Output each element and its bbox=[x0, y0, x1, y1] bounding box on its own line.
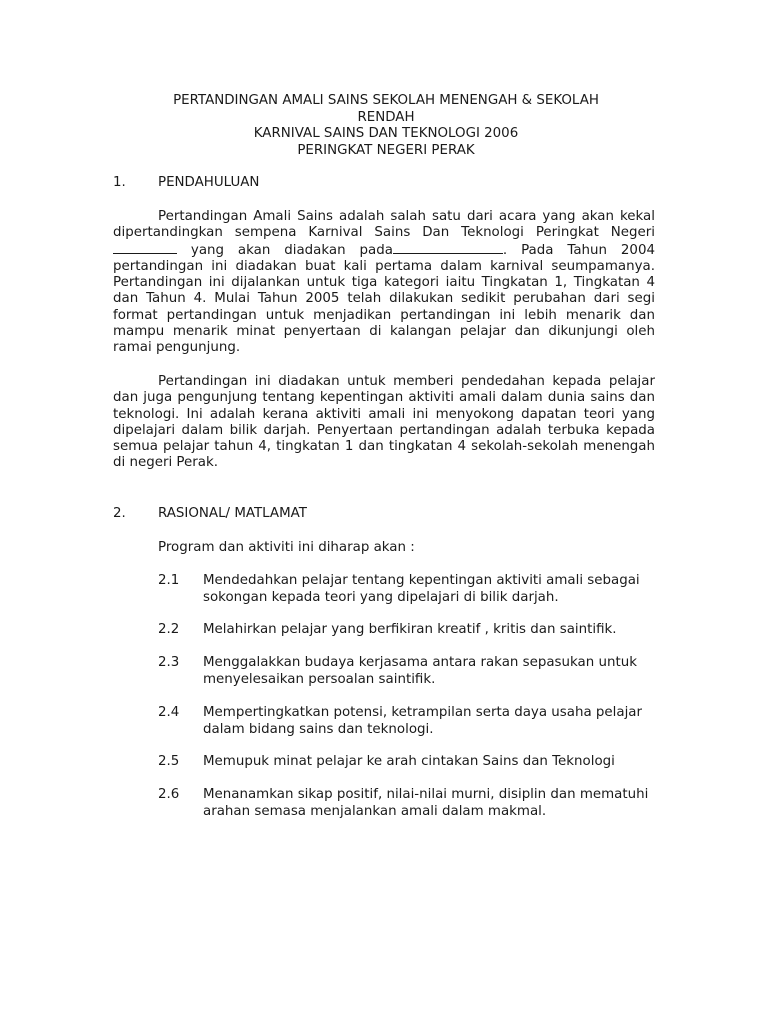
list-item-text: Mendedahkan pelajar tentang kepentingan aktiviti amali sebagai sokongan kepada teori yang dipelajari di bilik darjah. bbox=[203, 573, 640, 605]
list-item-text: Memupuk minat pelajar ke arah cintakan Sains dan Teknologi bbox=[203, 754, 615, 769]
list-item-number: 2.4 bbox=[158, 705, 180, 720]
title-line-1: PERTANDINGAN AMALI SAINS SEKOLAH MENENGAH & SEKOLAH bbox=[173, 93, 599, 108]
section-1-number: 1. bbox=[113, 175, 126, 190]
list-item bbox=[158, 787, 658, 820]
list-item-number: 2.2 bbox=[158, 622, 180, 637]
list-item bbox=[158, 573, 658, 606]
section-2-intro: Program dan aktiviti ini diharap akan : bbox=[158, 540, 415, 555]
list-item-text: Menanamkan sikap positif, nilai-nilai murni, disiplin dan mematuhi arahan semasa menjalankan amali dalam makmal. bbox=[203, 787, 649, 819]
list-item bbox=[158, 622, 658, 639]
title-line-3: KARNIVAL SAINS DAN TEKNOLOGI 2006 bbox=[253, 126, 519, 141]
list-item-text: Melahirkan pelajar yang berfikiran kreatif , kritis dan saintifik. bbox=[203, 622, 617, 637]
section-2-heading bbox=[113, 506, 307, 522]
title-line-2: RENDAH bbox=[357, 109, 415, 125]
title-line-4: PERINGKAT NEGERI PERAK bbox=[297, 142, 475, 158]
paragraph-1-text-b: yang akan diadakan pada bbox=[177, 242, 393, 258]
list-item-text: Menggalakkan budaya kerjasama antara rakan sepasukan untuk menyelesaikan persoalan saintifik. bbox=[203, 655, 637, 687]
list-item bbox=[158, 705, 658, 738]
list-item-number: 2.1 bbox=[158, 573, 180, 588]
section-2-number: 2. bbox=[113, 506, 126, 521]
list-item-number: 2.3 bbox=[158, 655, 180, 670]
list-item-number: 2.6 bbox=[158, 787, 180, 802]
list-item bbox=[158, 655, 658, 688]
blank-line-2 bbox=[393, 242, 503, 254]
document-title bbox=[110, 93, 662, 159]
paragraph-1-text-c: . Pada Tahun 2004 pertandingan ini diadakan buat kali pertama dalam karnival seumpamanya. Pertandingan ini dijalankan untuk tiga kategori iaitu Tingkatan 1, Tingkatan 4 dan Tahun 4. Mulai Tahun 2005 telah dilakukan sedikit perubahan dari segi format pertandingan untuk menjadikan pertandingan ini lebih menarik dan mampu menarik minat penyertaan di kalangan pelajar dan dikunjungi oleh ramai pengunjung. bbox=[113, 242, 655, 356]
section-1-paragraph-1 bbox=[113, 209, 655, 357]
list-item-number: 2.5 bbox=[158, 754, 180, 769]
section-1-title: PENDAHULUAN bbox=[158, 175, 260, 190]
paragraph-1-text-a: Pertandingan Amali Sains adalah salah satu dari acara yang akan kekal dipertandingkan sempena Karnival Sains Dan Teknologi Peringkat Negeri bbox=[113, 209, 655, 241]
section-1-paragraph-2: Pertandingan ini diadakan untuk memberi pendedahan kepada pelajar dan juga pengunjung tentang kepentingan aktiviti amali dalam dunia sains dan teknologi. Ini adalah kerana aktiviti amali ini menyokong dapatan teori yang dipelajari dalam bilik darjah. Penyertaan pertandingan adalah terbuka kepada semua pelajar tahun 4, tingkatan 1 dan tingkatan 4 sekolah-sekolah menengah di negeri Perak. bbox=[113, 374, 655, 471]
list-item-text: Mempertingkatkan potensi, ketrampilan serta daya usaha pelajar dalam bidang sains dan teknologi. bbox=[203, 705, 643, 737]
blank-line-1 bbox=[113, 242, 177, 254]
section-1-heading bbox=[113, 175, 259, 191]
section-2-title: RASIONAL/ MATLAMAT bbox=[158, 506, 307, 521]
list-item bbox=[158, 754, 658, 771]
